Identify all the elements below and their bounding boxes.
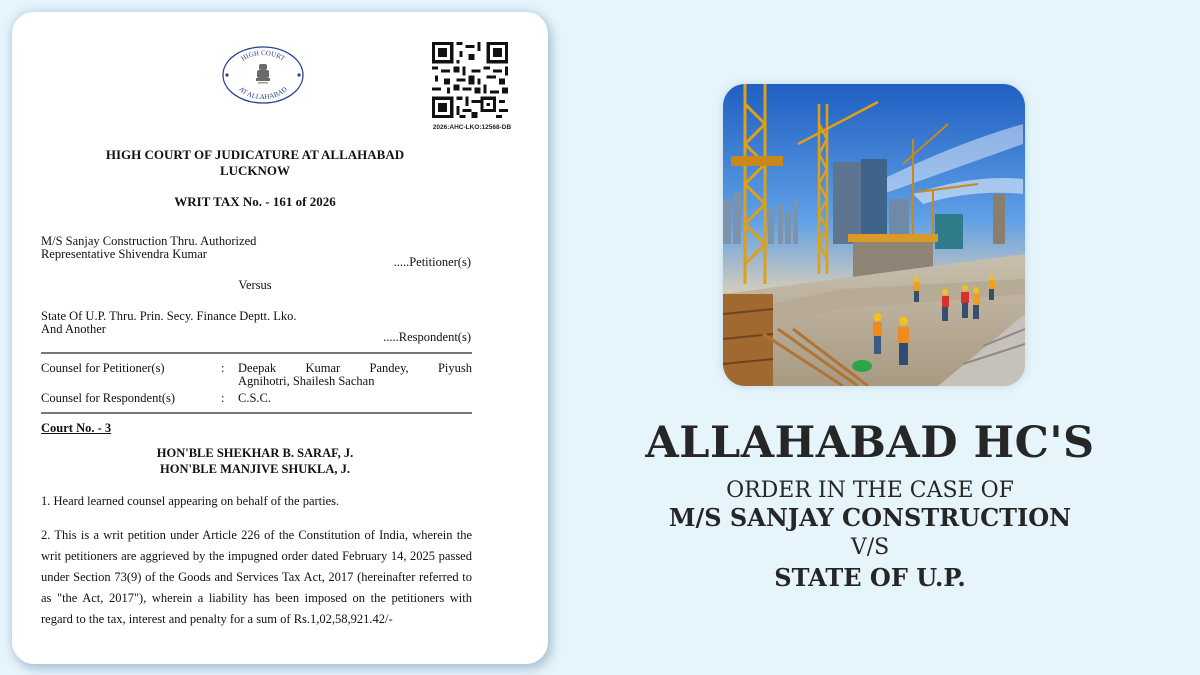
respondent-line-1: State Of U.P. Thru. Prin. Secy. Finance Deptt. Lko.	[41, 309, 297, 323]
respondent-role: .....Respondent(s)	[383, 330, 471, 344]
headline-versus: V/S	[850, 535, 890, 560]
construction-photo	[723, 84, 1025, 386]
judge-name: HON'BLE MANJIVE SHUKLA, J.	[160, 462, 350, 476]
svg-text:HIGH COURT: HIGH COURT	[239, 48, 287, 63]
headline-petitioner: M/S SANJAY CONSTRUCTION	[668, 503, 1072, 532]
headline-title: ALLAHABAD HC'S	[645, 418, 1095, 468]
counsel-petitioner-value-1: Deepak Kumar Pandey, Piyush	[238, 361, 472, 375]
construction-site-illustration-icon	[723, 84, 1025, 386]
judge-name: HON'BLE SHEKHAR B. SARAF, J.	[156, 446, 354, 460]
petitioner-line-2: Representative Shivendra Kumar	[41, 247, 207, 261]
counsel-respondent-value: C.S.C.	[238, 391, 272, 405]
versus-label: Versus	[238, 278, 272, 292]
headline-subtitle: ORDER IN THE CASE OF	[726, 478, 1014, 503]
judges-list	[12, 445, 498, 477]
petitioner-line-1: M/S Sanjay Construction Thru. Authorized	[41, 234, 257, 248]
respondent-name	[41, 310, 297, 336]
divider-bottom	[41, 412, 472, 414]
court-number: Court No. - 3	[41, 421, 112, 435]
bench-name: LUCKNOW	[219, 163, 291, 178]
court-order-document	[12, 12, 548, 664]
respondent-line-2: And Another	[41, 322, 106, 336]
divider-top	[41, 352, 472, 354]
paragraph-1: 1. Heard learned counsel appearing on behalf of the parties.	[41, 494, 340, 508]
counsel-petitioner-value-2: Agnihotri, Shailesh Sachan	[238, 374, 375, 388]
petitioner-role: .....Petitioner(s)	[393, 255, 471, 269]
qr-reference-code: 2026:AHC-LKO:12568-DB	[432, 124, 512, 131]
colon: :	[221, 391, 225, 405]
counsel-respondent-label: Counsel for Respondent(s)	[41, 391, 176, 405]
svg-text:AT ALLAHABAD: AT ALLAHABAD	[237, 85, 289, 102]
counsel-petitioner-label: Counsel for Petitioner(s)	[41, 361, 165, 375]
headline-respondent: STATE OF U.P.	[774, 563, 966, 592]
paragraph-2: 2. This is a writ petition under Article 226 of the Constitution of India, wherein the writ petitioners are aggrieved by the impugned order dated February 14, 2025 passed under Section 73(9) of the Goods and Services Tax Act, 2017 (hereinafter referred to as "the Act, 2017"), wherein a liability has been imposed on the petitioners with regard to the tax, interest and penalty for a sum of Rs.1,02,58,921.42/-	[41, 528, 472, 626]
case-number: WRIT TAX No. - 161 of 2026	[174, 194, 336, 209]
high-court-seal-icon	[221, 45, 305, 105]
court-name-line: HIGH COURT OF JUDICATURE AT ALLAHABAD	[105, 147, 405, 162]
colon: :	[221, 361, 225, 375]
court-name	[12, 147, 498, 179]
petitioner-name	[41, 235, 256, 261]
qr-code-icon	[432, 42, 508, 118]
